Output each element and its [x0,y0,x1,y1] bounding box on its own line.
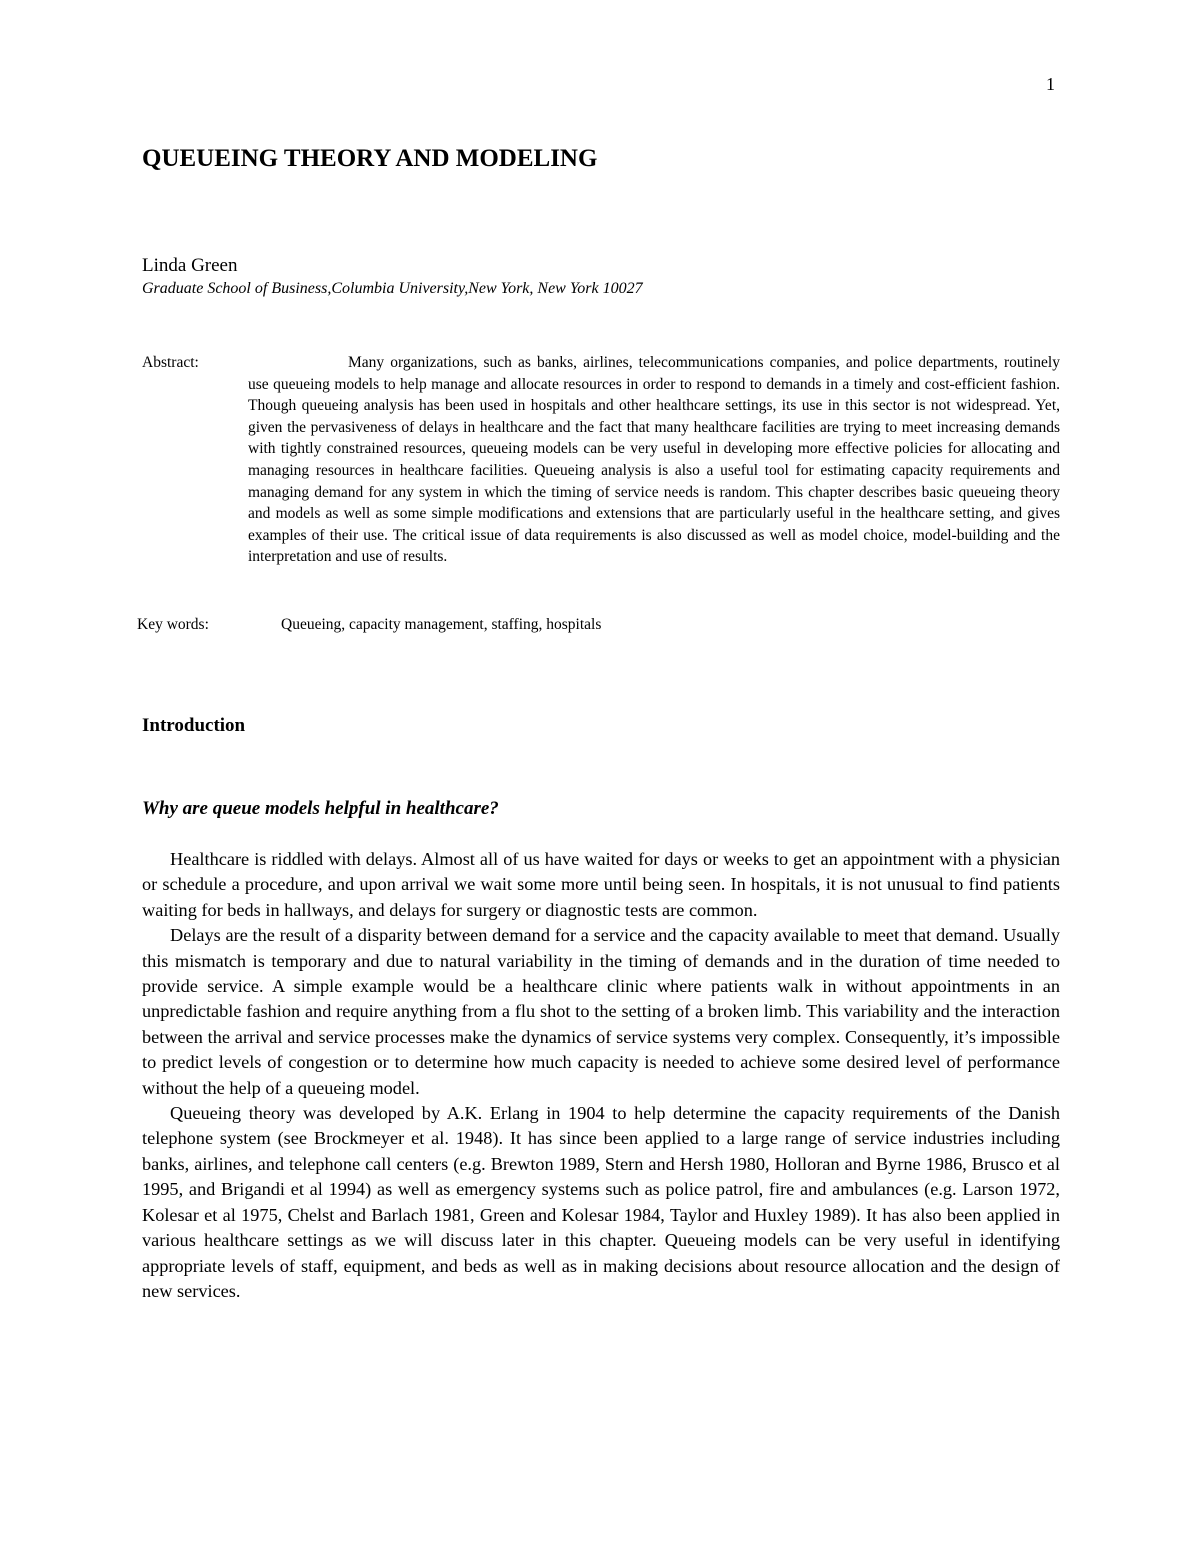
keywords-value: Queueing, capacity management, staffing, hospitals [281,616,602,633]
document-title: QUEUEING THEORY AND MODELING [142,145,598,172]
abstract-label: Abstract: [142,354,199,371]
page-number: 1 [1046,74,1055,94]
body-paragraph: Healthcare is riddled with delays. Almost all of us have waited for days or weeks to get an appointment with a physician or schedule a procedure, and upon arrival we wait some more until being seen. In hospitals, it is not unusual to find patients waiting for beds in hallways, and delays for surgery or diagnostic tests are common. [142,849,1060,920]
body-paragraph: Queueing theory was developed by A.K. Erlang in 1904 to help determine the capacity requirements of the Danish telephone system (see Brockmeyer et al. 1948). It has since been applied to a large range of service industries including banks, airlines, and telephone call centers (e.g. Brewton 1989, Stern and Hersh 1980, Holloran and Byrne 1986, Brusco et al 1995, and Brigandi et al 1994) as well as emergency systems such as police patrol, fire and ambulances (e.g. Larson 1972, Kolesar et al 1975, Chelst and Barlach 1981, Green and Kolesar 1984, Taylor and Huxley 1989). It has also been applied in various healthcare settings as we will discuss later in this chapter. Queueing models can be very useful in identifying appropriate levels of staff, equipment, and beds as well as in making decisions about resource allocation and the design of new services. [142,1103,1060,1301]
keywords-label: Key words: [137,616,209,633]
author-name: Linda Green [142,255,238,276]
abstract-text: Many organizations, such as banks, airlines, telecommunications companies, and police departments, routinely use queueing models to help manage and allocate resources in order to respond to demands in a timely and cost-efficient fashion. Though queueing analysis has been used in hospitals and other healthcare settings, its use in this sector is not widespread. Yet, given the pervasiveness of delays in healthcare and the fact that many healthcare facilities are trying to meet increasing demands with tightly constrained resources, queueing models can be very useful in developing more effective policies for allocating and managing resources in healthcare facilities. Queueing analysis is also a useful tool for estimating capacity requirements and managing demand for any system in which the timing of service needs is random. This chapter describes basic queueing theory and models as well as some simple modifications and extensions that are particularly useful in the healthcare setting, and gives examples of their use. The critical issue of data requirements is also discussed as well as model choice, model-building and the interpretation and use of results. [248,354,1060,566]
section-heading-introduction: Introduction [142,715,246,736]
body-paragraph: Delays are the result of a disparity between demand for a service and the capacity available to meet that demand. Usually this mismatch is temporary and due to natural variability in the timing of demands and in the duration of time needed to provide service. A simple example would be a healthcare clinic where patients walk in without appointments in an unpredictable fashion and require anything from a flu shot to the setting of a broken limb. This variability and the interaction between the arrival and service processes make the dynamics of service systems very complex. Consequently, it’s impossible to predict levels of congestion or to determine how much capacity is needed to achieve some desired level of performance without the help of a queueing model. [142,925,1060,1098]
author-affiliation: Graduate School of Business,Columbia University,New York, New York 10027 [142,280,643,297]
body-text [142,847,1060,1304]
subsection-heading: Why are queue models helpful in healthcare? [142,798,499,819]
